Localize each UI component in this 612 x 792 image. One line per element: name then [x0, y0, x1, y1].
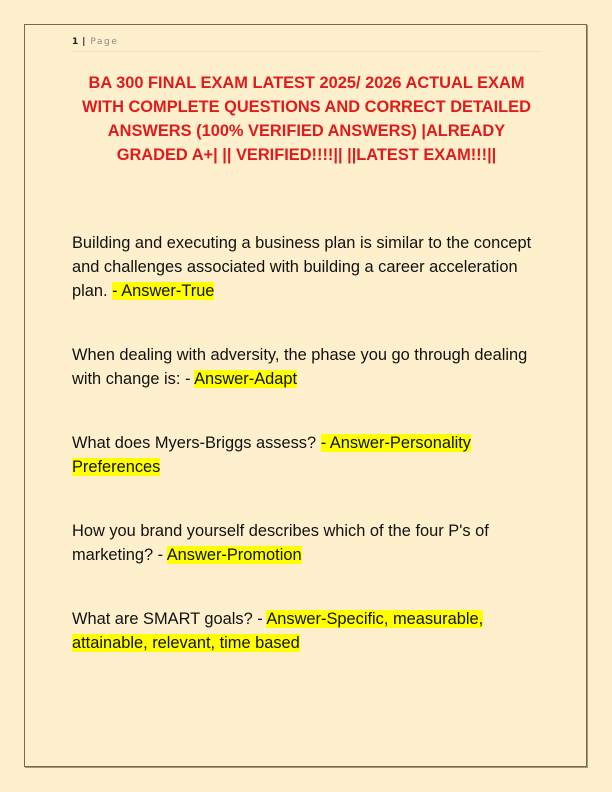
answer-highlight: - Answer-Personality Preferences [72, 434, 471, 476]
question-text: When dealing with adversity, the phase you go through dealing with change is: - [72, 346, 528, 388]
qa-item [72, 431, 542, 479]
qa-item [72, 343, 542, 391]
page-separator: | [82, 37, 86, 47]
answer-highlight: Answer-Promotion [166, 546, 302, 564]
question-text: What does Myers-Briggs assess? [72, 434, 321, 452]
answer-highlight: Answer-Specific, measurable, attainable, relevant, time based [72, 610, 484, 652]
document-title: BA 300 FINAL EXAM LATEST 2025/ 2026 ACTUAL EXAM WITH COMPLETE QUESTIONS AND CORRECT DETAILED ANSWERS (100% VERIFIED ANSWERS) |ALREADY GRADED A+| || VERIFIED!!!!|| ||LATEST EXAM!!!|| [82, 74, 531, 164]
question-text: What are SMART goals? - [72, 610, 267, 628]
qa-item [72, 519, 542, 567]
qa-item [72, 231, 542, 303]
page-header [72, 36, 541, 52]
question-text: How you brand yourself describes which of the four P's of marketing? - [72, 522, 489, 564]
page-label: Page [90, 37, 119, 47]
page-number: 1 [72, 37, 79, 47]
answer-highlight: - Answer-True [112, 282, 215, 300]
question-text: Building and executing a business plan is similar to the concept and challenges associated with building a career acceleration plan. [72, 234, 532, 300]
answer-highlight: Answer-Adapt [194, 370, 298, 388]
qa-item [72, 607, 542, 655]
